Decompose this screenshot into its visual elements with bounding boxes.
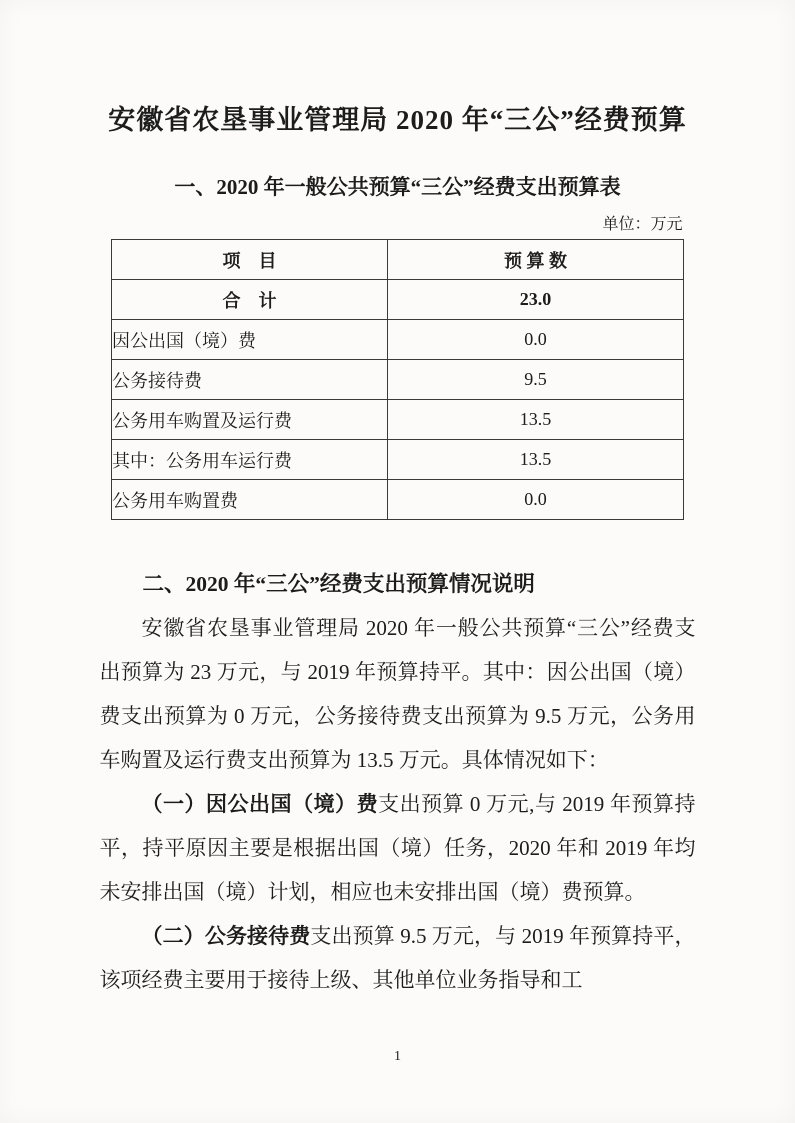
row-label: 合 计 [112, 280, 388, 320]
row-value: 9.5 [388, 360, 684, 400]
section1-heading: 一、2020 年一般公共预算“三公”经费支出预算表 [174, 175, 621, 199]
body-text [100, 562, 696, 1002]
section2-heading: 二、2020 年“三公”经费支出预算情况说明 [142, 572, 535, 596]
table-row [112, 440, 684, 480]
row-value: 13.5 [388, 400, 684, 440]
table-row [112, 360, 684, 400]
paragraph-lead: （一）因公出国（境）费 [141, 792, 379, 816]
table-row [112, 400, 684, 440]
row-label: 公务用车购置费 [112, 480, 388, 520]
row-label: 公务接待费 [112, 360, 388, 400]
row-value: 23.0 [388, 280, 684, 320]
paragraph-item2 [100, 914, 696, 1002]
table-row [112, 320, 684, 360]
paragraph-text: 支出预算 0 万元,与 2019 年预算持平，持平原因主要是根据出国（境）任务，2020 年和 2019 年均未安排出国（境）计划，相应也未安排出国（境）费预算。 [99, 792, 696, 904]
table-header-row [112, 240, 684, 280]
budget-table [111, 239, 684, 520]
table-row [112, 280, 684, 320]
row-label: 公务用车购置及运行费 [112, 400, 388, 440]
paragraph-overview [100, 606, 696, 782]
page-number: 1 [394, 1049, 401, 1064]
paragraph-text: 支出预算 9.5 万元，与 2019 年预算持平，该项经费主要用于接待上级、其他单位业务指导和工 [99, 924, 696, 992]
row-label: 其中：公务用车运行费 [112, 440, 388, 480]
column-header-budget: 预 算 数 [388, 240, 684, 280]
document-title: 安徽省农垦事业管理局 2020 年“三公”经费预算 [108, 105, 687, 135]
row-label: 因公出国（境）费 [112, 320, 388, 360]
row-value: 13.5 [388, 440, 684, 480]
column-header-item: 项 目 [112, 240, 388, 280]
paragraph-lead: （二）公务接待费 [141, 924, 311, 948]
row-value: 0.0 [388, 320, 684, 360]
unit-label: 单位：万元 [602, 216, 683, 233]
row-value: 0.0 [388, 480, 684, 520]
table-row [112, 480, 684, 520]
paragraph-text: 安徽省农垦事业管理局 2020 年一般公共预算“三公”经费支出预算为 23 万元，与 2019 年预算持平。其中：因公出国（境）费支出预算为 0 万元，公务接待费支出预算为 9.5 万元，公务用车购置及运行费支出预算为 13.5 万元。具体情况如下： [99, 616, 696, 772]
paragraph-item1 [100, 782, 696, 914]
